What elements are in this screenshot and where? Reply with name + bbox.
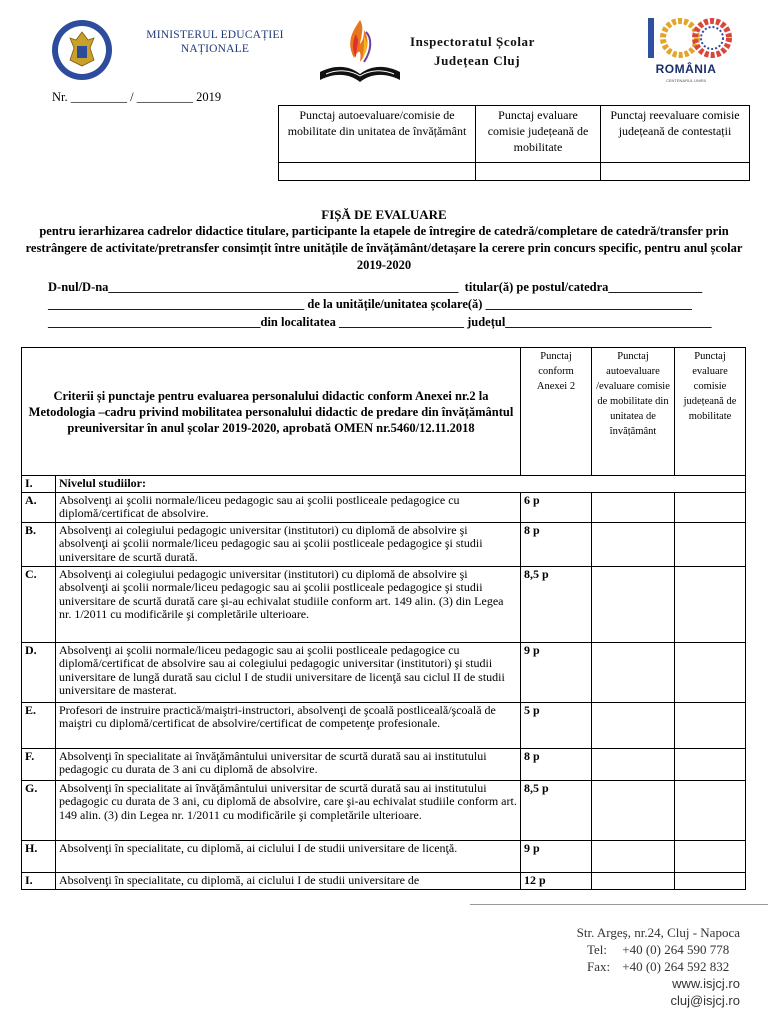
header-self-evaluation-points: Punctaj autoevaluare /evaluare comisie de mobilitate din unitatea de învățământ	[592, 348, 675, 476]
row-self-score-cell[interactable]	[592, 748, 675, 780]
form-title-main: FIȘĂ DE EVALUARE	[321, 207, 447, 222]
table-row	[22, 492, 746, 522]
section-number: I.	[22, 476, 56, 493]
footer-email-link[interactable]: cluj@isjcj.ro	[670, 993, 740, 1008]
row-letter: A.	[22, 492, 56, 522]
government-seal-logo	[50, 18, 114, 82]
row-county-score-cell[interactable]	[675, 702, 746, 748]
row-criterion: Profesori de instruire practică/maiştri-instructori, absolvenţi de şcoală postliceală/şcoală de maiştri cu diplomă/certificat de absolvire/certificat de competenţe profesionale.	[56, 702, 521, 748]
form-title	[20, 206, 748, 274]
centenary-subtitle: CENTENARUL UNIRII	[665, 78, 707, 83]
name-position-line[interactable]: D-nul/D-na________________________________________________________ titular(ă) pe postul/catedra_______________	[48, 280, 703, 294]
row-points: 8,5 p	[521, 566, 592, 642]
row-letter: H.	[22, 840, 56, 872]
footer-contact	[520, 924, 740, 1009]
row-self-score-cell[interactable]	[592, 780, 675, 840]
isj-book-flame-logo	[316, 14, 404, 90]
row-letter: C.	[22, 566, 56, 642]
row-criterion: Absolvenţi în specialitate ai învăţământului universitar de scurtă durată sau ai institutului pedagogic cu durata de 3 ani, cu diplomă de absolvire, care şi-au echivalat studiile conform art. 149 alin. (3) din Legea nr. 1/2011 cu modificările şi completările ulterioare.	[56, 780, 521, 840]
fax-number: +40 (0) 264 592 832	[622, 959, 730, 974]
row-county-score-cell[interactable]	[675, 566, 746, 642]
row-points: 12 p	[521, 872, 592, 889]
ministry-name: MINISTERUL EDUCAȚIEI NAȚIONALE	[146, 29, 284, 55]
row-self-score-cell[interactable]	[592, 840, 675, 872]
row-points: 6 p	[521, 492, 592, 522]
row-points: 9 p	[521, 642, 592, 702]
section-title: Nivelul studiilor:	[56, 476, 746, 493]
table-row	[22, 566, 746, 642]
criteria-header: Criterii și punctaje pentru evaluarea personalului didactic conform Anexei nr.2 la Metodologia –cadru privind mobilitatea personalului didactic de predare din învățământul preuniversitar în anul școlar 2019-2020, aprobată OMEN nr.5460/12.11.2018	[22, 348, 521, 476]
header-self-evaluation: Punctaj autoevaluare/comisie de mobilitate din unitatea de învățământ	[279, 106, 476, 163]
isj-name-line1: Inspectoratul Școlar	[410, 34, 536, 49]
row-criterion: Absolvenţi ai şcolii normale/liceu pedagogic sau ai şcolii postliceale pedagogice cu diplomă/certificat de absolvire.	[56, 492, 521, 522]
row-self-score-cell[interactable]	[592, 702, 675, 748]
footer-phone	[520, 941, 740, 958]
self-evaluation-score-cell[interactable]	[279, 163, 476, 181]
score-summary-table	[278, 105, 750, 181]
row-points: 8 p	[521, 522, 592, 566]
fax-label: Fax:	[587, 959, 611, 974]
row-letter: G.	[22, 780, 56, 840]
isj-name-line2: Județean Cluj	[434, 53, 521, 68]
row-points: 9 p	[521, 840, 592, 872]
row-points: 8,5 p	[521, 780, 592, 840]
row-letter: B.	[22, 522, 56, 566]
footer-address: Str. Argeș, nr.24, Cluj - Napoca	[576, 925, 740, 940]
evaluation-criteria-table	[21, 347, 746, 890]
table-row	[22, 642, 746, 702]
phone-label: Tel:	[587, 942, 608, 957]
row-criterion: Absolvenţi în specialitate ai învăţământului universitar de scurtă durată sau ai institutului pedagogic cu durata de 3 ani cu diplomă de absolvire.	[56, 748, 521, 780]
county-evaluation-score-cell[interactable]	[476, 163, 601, 181]
row-points: 5 p	[521, 702, 592, 748]
table-row	[22, 522, 746, 566]
school-unit-line[interactable]: _________________________________________ de la unitățile/unitatea școlare(ă) _________________________________	[48, 297, 692, 311]
header-points-annex: Punctaj conform Anexei 2	[521, 348, 592, 476]
row-letter: F.	[22, 748, 56, 780]
row-criterion: Absolvenţi în specialitate, cu diplomă, ai ciclului I de studii universitare de	[56, 872, 521, 889]
row-county-score-cell[interactable]	[675, 872, 746, 889]
row-letter: D.	[22, 642, 56, 702]
phone-number: +40 (0) 264 590 778	[622, 942, 730, 957]
table-row	[22, 872, 746, 889]
row-self-score-cell[interactable]	[592, 642, 675, 702]
row-criterion: Absolvenţi ai colegiului pedagogic universitar (institutori) cu diplomă de absolvire şi absolvenţi ai şcolii normale/liceu pedagogic sau ai şcolii postliceale pedagogice şi studii universitare de scurtă durată care şi-au echivalat studiile conform art. 149 alin. (3) din Legea nr. 1/2011 cu modificările şi completările ulterioare.	[56, 566, 521, 642]
row-letter: E.	[22, 702, 56, 748]
row-county-score-cell[interactable]	[675, 780, 746, 840]
row-county-score-cell[interactable]	[675, 522, 746, 566]
footer-fax	[520, 958, 740, 975]
table-row	[22, 748, 746, 780]
row-county-score-cell[interactable]	[675, 840, 746, 872]
header-contestation: Punctaj reevaluare comisie județeană de contestații	[601, 106, 750, 163]
row-county-score-cell[interactable]	[675, 492, 746, 522]
document-number: Nr. _________ / _________ 2019	[52, 90, 222, 104]
row-county-score-cell[interactable]	[675, 642, 746, 702]
contestation-score-cell[interactable]	[601, 163, 750, 181]
row-letter: I.	[22, 872, 56, 889]
form-title-subtitle: pentru ierarhizarea cadrelor didactice titulare, participante la etapele de întregire de catedră/completare de catedră/transfer prin restrângere de activitate/pretransfer consimțit între unitățile de învățământ/detașare la cerere prin concurs specific, pentru anul școlar 2019-2020	[25, 224, 743, 272]
row-criterion: Absolvenţi ai şcolii normale/liceu pedagogic sau ai şcolii postliceale pedagogice cu diplomă/certificat de absolvire sau ai colegiului pedagogic universitar (institutori) şi studii universitare de lungă durată sau ciclul I de studii universitare de licenţă sau ciclul II de studii universitare de masterat.	[56, 642, 521, 702]
row-criterion: Absolvenţi ai colegiului pedagogic universitar (institutori) cu diplomă de absolvire şi absolvenţi ai şcolii normale/liceu pedagogic sau ai şcolii postliceale pedagogice şi studii universitare de scurtă durată.	[56, 522, 521, 566]
table-row	[22, 840, 746, 872]
row-county-score-cell[interactable]	[675, 748, 746, 780]
row-points: 8 p	[521, 748, 592, 780]
row-self-score-cell[interactable]	[592, 492, 675, 522]
header-county-evaluation: Punctaj evaluare comisie județeană de mobilitate	[476, 106, 601, 163]
table-row	[22, 780, 746, 840]
row-self-score-cell[interactable]	[592, 566, 675, 642]
header-county-points: Punctaj evaluare comisie județeană de mobilitate	[675, 348, 746, 476]
table-row	[22, 702, 746, 748]
row-self-score-cell[interactable]	[592, 522, 675, 566]
footer-divider	[470, 904, 768, 905]
footer-website-link[interactable]: www.isjcj.ro	[672, 976, 740, 991]
locality-county-line[interactable]: __________________________________din localitatea ____________________ județul_________________________________	[48, 315, 712, 329]
romania-wordmark: ROMÂNIA	[655, 62, 717, 76]
row-criterion: Absolvenţi în specialitate, cu diplomă, ai ciclului I de studii universitare de licenţă.	[56, 840, 521, 872]
isj-name	[410, 32, 535, 70]
row-self-score-cell[interactable]	[592, 872, 675, 889]
